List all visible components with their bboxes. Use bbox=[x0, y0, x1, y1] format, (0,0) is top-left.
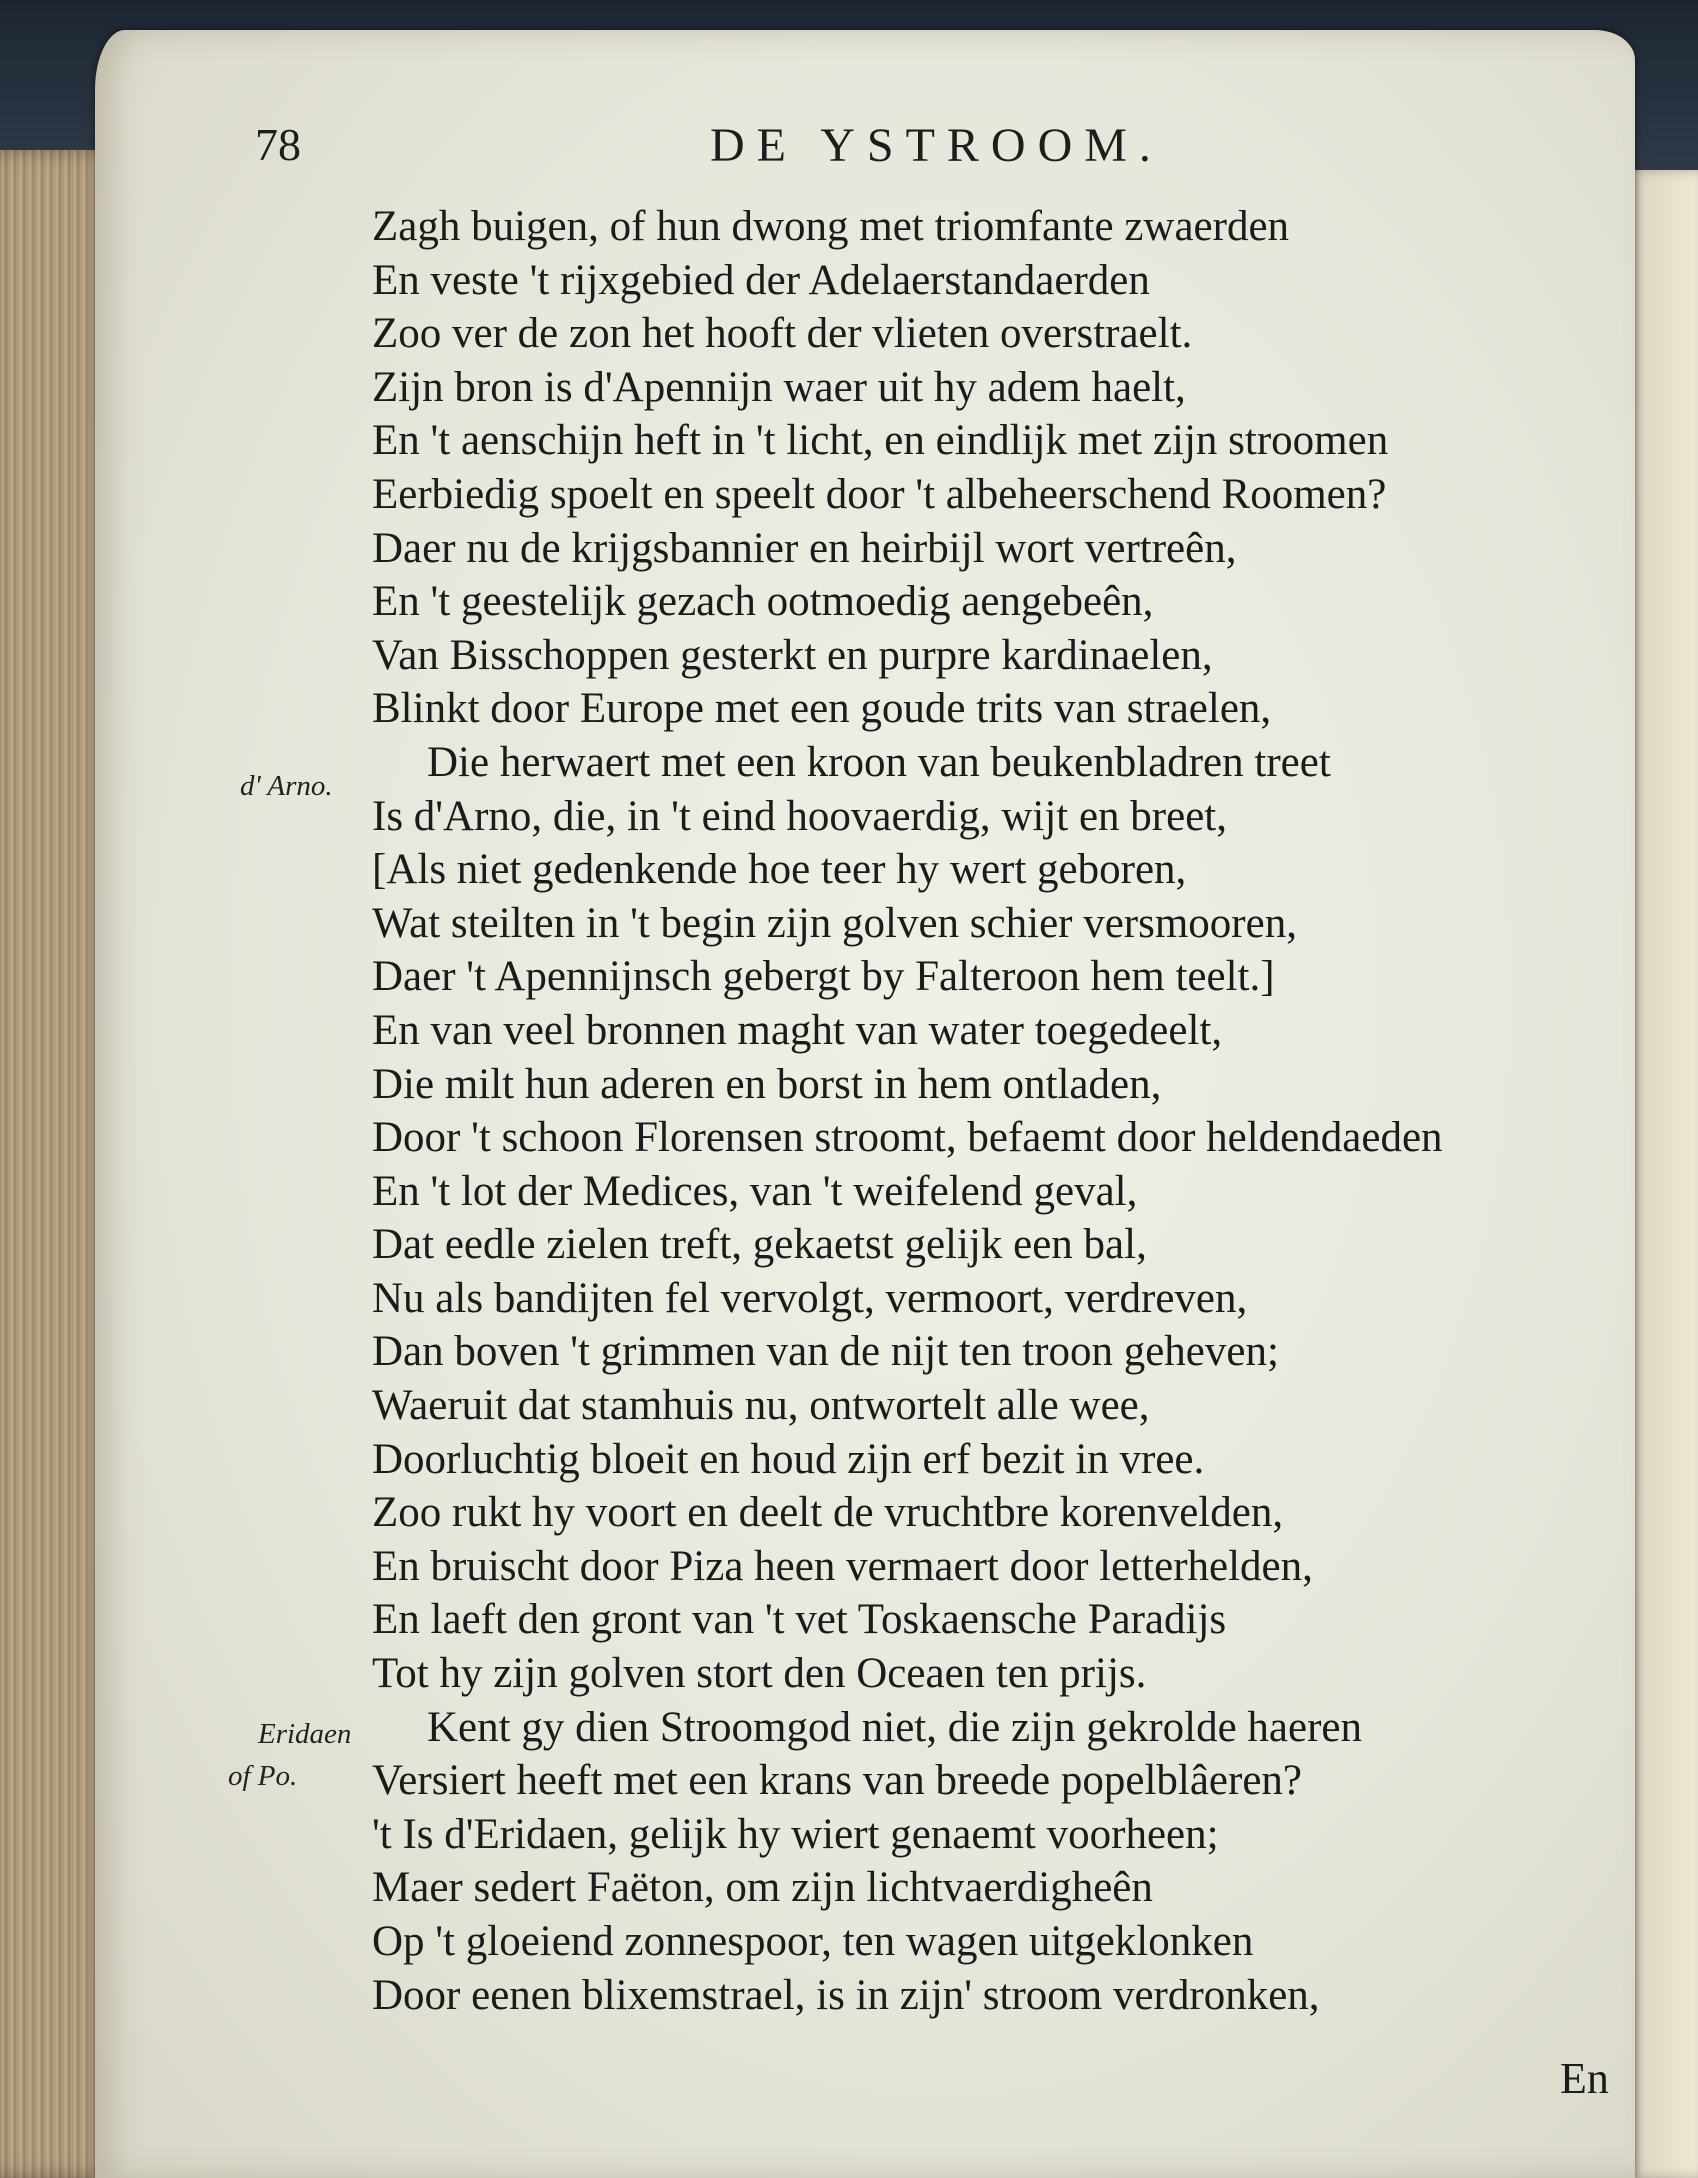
verse-line: En 't aenschijn heft in 't licht, en eindlijk met zijn stroomen bbox=[372, 417, 1389, 465]
poem-text bbox=[372, 200, 1592, 2022]
verse-line: Daer nu de krijgsbannier en heirbijl wort vertreên, bbox=[372, 524, 1237, 572]
verse-line: Zoo ver de zon het hooft der vlieten overstraelt. bbox=[372, 310, 1193, 358]
verse-line: En 't lot der Medices, van 't weifelend geval, bbox=[372, 1167, 1138, 1215]
verse-line: Die milt hun aderen en borst in hem ontladen, bbox=[372, 1060, 1162, 1108]
verse-line: Die herwaert met een kroon van beukenbladren treet bbox=[427, 738, 1331, 786]
verse-line: Is d'Arno, die, in 't eind hoovaerdig, wijt en breet, bbox=[372, 792, 1227, 840]
verse-line: Kent gy dien Stroomgod niet, die zijn gekrolde haeren bbox=[427, 1703, 1362, 1751]
facing-page bbox=[1628, 170, 1698, 2178]
verse-line: En 't geestelijk gezach ootmoedig aengebeên, bbox=[372, 578, 1154, 626]
verse-line: Van Bisschoppen gesterkt en purpre kardinaelen, bbox=[372, 631, 1213, 679]
verse-line: Blinkt door Europe met een goude trits van straelen, bbox=[372, 685, 1272, 733]
page-number: 78 bbox=[255, 119, 301, 170]
verse-line: Door 't schoon Florensen stroomt, befaemt door heldendaeden bbox=[372, 1114, 1443, 1162]
verse-line: En van veel bronnen maght van water toegedeelt, bbox=[372, 1006, 1223, 1054]
verse-line: Op 't gloeiend zonnespoor, ten wagen uitgeklonken bbox=[372, 1918, 1254, 1965]
verse-line: Wat steilten in 't begin zijn golven schier versmooren, bbox=[372, 899, 1297, 947]
verse-line: Eerbiedig spoelt en speelt door 't albeheerschend Roomen? bbox=[372, 470, 1387, 518]
verse-line: Zoo rukt hy voort en deelt de vruchtbre korenvelden, bbox=[372, 1489, 1284, 1537]
verse-line: En bruischt door Piza heen vermaert door letterhelden, bbox=[372, 1542, 1313, 1590]
verse-line: Dan boven 't grimmen van de nijt ten troon geheven; bbox=[372, 1328, 1279, 1376]
verse-line: Zijn bron is d'Apennijn waer uit hy adem haelt, bbox=[372, 363, 1186, 411]
marginal-note-po: of Po. bbox=[228, 1760, 298, 1792]
verse-line: [Als niet gedenkende hoe teer hy wert geboren, bbox=[372, 846, 1187, 894]
verse-line: En veste 't rijxgebied der Adelaerstandaerden bbox=[372, 256, 1150, 304]
page-header bbox=[255, 118, 1305, 188]
verse-line: Daer 't Apennijnsch gebergt by Falteroon hem teelt.] bbox=[372, 953, 1275, 1001]
marginal-note-arno: d' Arno. bbox=[240, 770, 333, 802]
verse-line: Doorluchtig bloeit en houd zijn erf bezit in vree. bbox=[372, 1435, 1205, 1483]
verse-line: Nu als bandijten fel vervolgt, vermoort, verdreven, bbox=[372, 1274, 1248, 1322]
verse-line: 't Is d'Eridaen, gelijk hy wiert genaemt voorheen; bbox=[372, 1810, 1219, 1858]
verse-line: Waeruit dat stamhuis nu, ontwortelt alle wee, bbox=[372, 1382, 1150, 1430]
verse-line: Maer sedert Faëton, om zijn lichtvaerdigheên bbox=[372, 1864, 1153, 1912]
verse-line: Door eenen blixemstrael, is in zijn' stroom verdronken, bbox=[372, 1971, 1320, 2019]
verse-line: En laeft den gront van 't vet Toskaensche Paradijs bbox=[372, 1596, 1227, 1644]
catchword: En bbox=[1560, 2054, 1609, 2103]
verse-line: Tot hy zijn golven stort den Oceaen ten prijs. bbox=[372, 1650, 1147, 1698]
verse-line: Dat eedle zielen treft, gekaetst gelijk een bal, bbox=[372, 1221, 1147, 1269]
running-title: DE YSTROOM. bbox=[710, 119, 1163, 172]
verse-line: Versiert heeft met een krans van breede popelblâeren? bbox=[372, 1757, 1303, 1805]
verse-line: Zagh buigen, of hun dwong met triomfante zwaerden bbox=[372, 203, 1290, 250]
marginal-note-eridaen: Eridaen bbox=[258, 1718, 352, 1750]
